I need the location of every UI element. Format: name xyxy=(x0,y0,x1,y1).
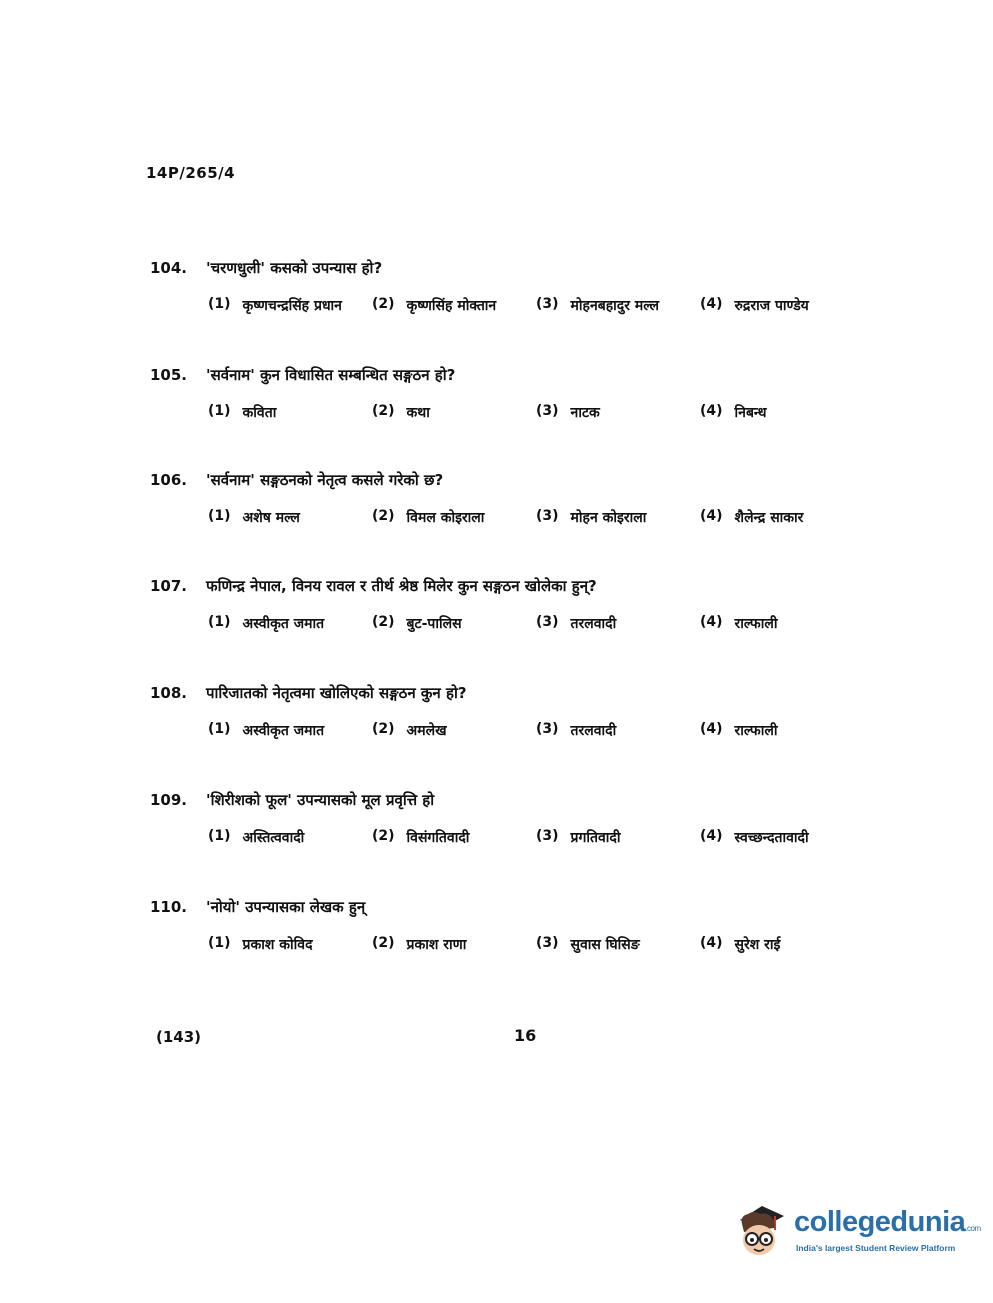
option-number: (1) xyxy=(208,508,231,524)
question-text: 'नोयो' उपन्यासका लेखक हुन् xyxy=(206,898,366,916)
option xyxy=(700,508,860,527)
option-number: (1) xyxy=(208,721,231,737)
option xyxy=(208,296,372,315)
question-number: 110. xyxy=(150,898,188,916)
option-number: (3) xyxy=(536,403,559,419)
option-text: मोहनबहादुर मल्ल xyxy=(570,298,660,314)
option-number: (2) xyxy=(372,614,395,630)
option-number: (3) xyxy=(536,721,559,737)
option xyxy=(208,828,372,847)
logo-suffix: .com xyxy=(965,1224,981,1233)
option-text: सुवास घिसिङ xyxy=(570,937,640,953)
question-text: फणिन्द्र नेपाल, विनय रावल र तीर्थ श्रेष्ठ मिलेर कुन सङ्गठन खोलेका हुन्? xyxy=(206,577,597,595)
option xyxy=(536,403,700,422)
option-text: विसंगतिवादी xyxy=(406,830,470,846)
logo-name-text: collegedunia xyxy=(794,1206,966,1238)
option-text: अमलेख xyxy=(406,723,447,739)
option-text: स्वच्छन्दतावादी xyxy=(734,830,809,846)
option-text: अस्वीकृत जमात xyxy=(242,723,325,739)
question-text: 'शिरीशको फूल' उपन्यासको मूल प्रवृत्ति हो xyxy=(206,791,435,809)
question-107 xyxy=(150,576,870,633)
option-number: (3) xyxy=(536,935,559,951)
question-number: 105. xyxy=(150,366,188,384)
option xyxy=(700,614,860,633)
option xyxy=(372,614,536,633)
option xyxy=(208,508,372,527)
logo-wordmark xyxy=(794,1206,981,1239)
option-text: कथा xyxy=(406,405,430,421)
question-number: 109. xyxy=(150,791,188,809)
option-text: राल्फाली xyxy=(734,723,778,739)
option-number: (2) xyxy=(372,296,395,312)
option xyxy=(700,403,860,422)
question-number: 106. xyxy=(150,471,188,489)
option-text: प्रगतिवादी xyxy=(570,830,621,846)
option xyxy=(372,721,536,740)
option-number: (2) xyxy=(372,721,395,737)
option-number: (1) xyxy=(208,296,231,312)
option-text: सुरेश राई xyxy=(734,937,781,953)
option-number: (4) xyxy=(700,614,723,630)
option xyxy=(208,614,372,633)
option-number: (3) xyxy=(536,508,559,524)
question-108 xyxy=(150,683,870,740)
question-text: 'सर्वनाम' कुन विधासित सम्बन्धित सङ्गठन हो? xyxy=(206,366,456,384)
option xyxy=(536,614,700,633)
option-number: (2) xyxy=(372,403,395,419)
option-text: कृष्णचन्द्रसिंह प्रधान xyxy=(242,298,342,314)
options-list xyxy=(208,403,870,422)
question-105 xyxy=(150,365,870,422)
options-list xyxy=(208,614,870,633)
question-number: 107. xyxy=(150,577,188,595)
option-number: (4) xyxy=(700,403,723,419)
collegedunia-logo xyxy=(732,1196,981,1268)
option xyxy=(536,296,700,315)
mascot-icon xyxy=(732,1198,790,1260)
option-text: अस्तित्ववादी xyxy=(242,830,305,846)
options-list xyxy=(208,935,870,954)
option xyxy=(700,935,860,954)
option xyxy=(208,935,372,954)
options-list xyxy=(208,296,870,315)
question-number: 104. xyxy=(150,259,188,277)
option-number: (4) xyxy=(700,721,723,737)
option-number: (3) xyxy=(536,296,559,312)
options-list xyxy=(208,828,870,847)
question-text: 'चरणधुली' कसको उपन्यास हो? xyxy=(206,259,383,277)
option xyxy=(700,296,860,315)
option-text: नाटक xyxy=(570,405,600,421)
option-number: (4) xyxy=(700,935,723,951)
question-104 xyxy=(150,258,870,315)
question-110 xyxy=(150,897,870,954)
option-text: अशेष मल्ल xyxy=(242,510,300,526)
option-text: अस्वीकृत जमात xyxy=(242,616,325,632)
option xyxy=(372,403,536,422)
option xyxy=(536,508,700,527)
option xyxy=(208,403,372,422)
option-number: (1) xyxy=(208,828,231,844)
option-text: बुट-पालिस xyxy=(406,616,462,632)
option-text: निबन्ध xyxy=(734,405,767,421)
option-text: रुद्रराज पाण्डेय xyxy=(734,298,809,314)
option xyxy=(536,935,700,954)
option-number: (1) xyxy=(208,403,231,419)
option-number: (2) xyxy=(372,935,395,951)
option-text: राल्फाली xyxy=(734,616,778,632)
option-number: (1) xyxy=(208,614,231,630)
option-text: तरलवादी xyxy=(570,616,617,632)
option xyxy=(700,828,860,847)
question-106 xyxy=(150,470,870,527)
option-text: शैलेन्द्र साकार xyxy=(734,510,804,526)
paper-code: 14P/265/4 xyxy=(146,164,236,182)
option-number: (3) xyxy=(536,828,559,844)
question-number: 108. xyxy=(150,684,188,702)
option xyxy=(372,296,536,315)
question-text: 'सर्वनाम' सङ्गठनको नेतृत्व कसले गरेको छ? xyxy=(206,471,444,489)
logo-tagline: India's largest Student Review Platform xyxy=(796,1243,956,1253)
option-text: तरलवादी xyxy=(570,723,617,739)
option xyxy=(208,721,372,740)
option xyxy=(536,721,700,740)
option xyxy=(372,508,536,527)
option xyxy=(372,935,536,954)
option-text: कृष्णसिंह मोक्तान xyxy=(406,298,497,314)
option-number: (4) xyxy=(700,828,723,844)
option-text: प्रकाश राणा xyxy=(406,937,467,953)
option-text: कविता xyxy=(242,405,277,421)
option-number: (2) xyxy=(372,508,395,524)
option-text: प्रकाश कोविद xyxy=(242,937,313,953)
option-text: विमल कोइराला xyxy=(406,510,485,526)
option-text: मोहन कोइराला xyxy=(570,510,647,526)
option xyxy=(372,828,536,847)
option-number: (4) xyxy=(700,296,723,312)
question-text: पारिजातको नेतृत्वमा खोलिएको सङ्गठन कुन हो? xyxy=(206,684,467,702)
options-list xyxy=(208,721,870,740)
question-109 xyxy=(150,790,870,847)
page-number: 16 xyxy=(514,1026,537,1045)
option-number: (2) xyxy=(372,828,395,844)
options-list xyxy=(208,508,870,527)
option xyxy=(700,721,860,740)
option-number: (3) xyxy=(536,614,559,630)
option-number: (1) xyxy=(208,935,231,951)
booklet-number: (143) xyxy=(156,1028,202,1046)
option-number: (4) xyxy=(700,508,723,524)
option xyxy=(536,828,700,847)
